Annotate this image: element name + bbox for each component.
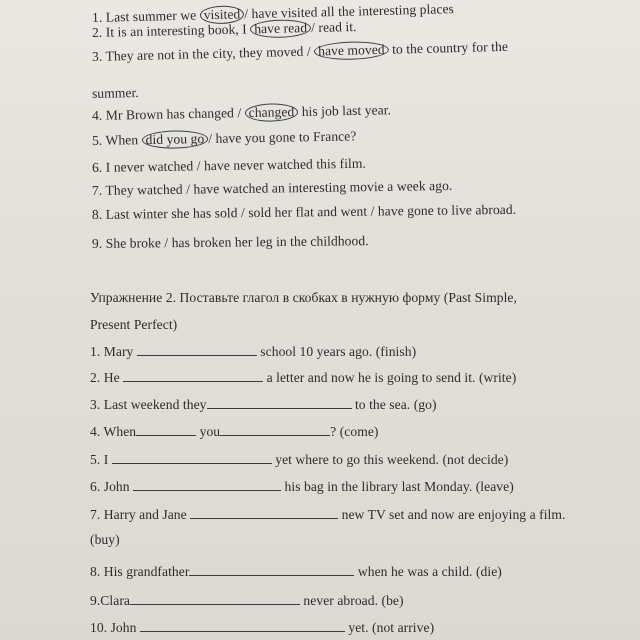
sentence-text: to the country for the	[388, 38, 509, 57]
sentence-text: 9. She broke / has broken her leg in the childhood.	[91, 233, 369, 251]
circled-answer: did you go	[141, 130, 208, 149]
sentence-text: ? (come)	[330, 424, 379, 439]
exercise-2-item-1	[90, 343, 416, 360]
answer-blank[interactable]	[189, 563, 354, 576]
sentence-text: his bag in the library last Monday. (leave)	[281, 479, 514, 494]
exercise-2-item-7	[90, 506, 565, 523]
sentence-text: 5. When	[91, 132, 142, 148]
exercise-2-item-3	[90, 396, 437, 413]
sentence-text: 4. Mr Brown has changed /	[91, 105, 245, 123]
sentence-text: when he was a child. (die)	[354, 564, 502, 579]
sentence-text: never abroad. (be)	[299, 593, 404, 608]
sentence-text: 10. John	[90, 620, 140, 635]
exercise-2-item-2	[90, 369, 516, 386]
answer-blank[interactable]	[207, 396, 352, 409]
sentence-text: / have visited all the interesting places	[244, 1, 455, 22]
exercise-2-item-5	[90, 451, 508, 468]
exercise-1-item-9	[92, 202, 516, 223]
sentence-text: 3. They are not in the city, they moved /	[91, 43, 315, 64]
circled-answer: changed	[245, 103, 299, 122]
sentence-text: 2. He	[90, 370, 124, 385]
sentence-text: 9.Clara	[90, 593, 130, 608]
sentence-text: 2. It is an interesting book, I	[91, 21, 251, 40]
answer-blank[interactable]	[123, 369, 263, 382]
sentence-text: school 10 years ago. (finish)	[256, 344, 417, 359]
answer-blank[interactable]	[137, 343, 257, 356]
sentence-text: / read it.	[310, 18, 357, 36]
sentence-text: / have you gone to France?	[208, 128, 357, 146]
sentence-text: 7. Harry and Jane	[90, 507, 191, 522]
sentence-text: yet where to go this weekend. (not decide)	[271, 452, 509, 467]
exercise-2-item-10	[90, 592, 404, 609]
exercise-2-heading-line-1: Упражнение 2. Поставьте глагол в скобках в нужную форму (Past Simple,	[90, 290, 517, 305]
sentence-text: 3. Last weekend they	[90, 397, 207, 412]
circled-answer: visited	[199, 5, 244, 24]
exercise-1-item-6	[92, 128, 357, 149]
sentence-text: a letter and now he is going to send it. (write)	[263, 370, 517, 385]
exercise-2-item-9	[90, 563, 502, 580]
exercise-1-item-7	[92, 156, 366, 176]
exercise-2-item-6	[90, 478, 514, 495]
sentence-text: new TV set and now are enjoying a film.	[338, 507, 566, 522]
sentence-text: to the sea. (go)	[351, 397, 437, 412]
exercise-1-item-4	[92, 85, 139, 102]
exercise-1-item-8	[92, 178, 453, 199]
sentence-text: 5. I	[90, 452, 112, 467]
sentence-text: his job last year.	[298, 102, 392, 120]
sentence-text: summer.	[91, 85, 139, 101]
sentence-text: yet. (not arrive)	[344, 620, 435, 635]
sentence-text: 1. Last summer we	[91, 7, 200, 25]
circled-answer: have moved	[314, 41, 389, 61]
answer-blank[interactable]	[220, 423, 330, 436]
circled-answer: have read	[250, 19, 311, 38]
sentence-text: 8. His grandfather	[90, 564, 190, 579]
sentence-text: 8. Last winter she has sold / sold her flat and went / have gone to live abroad.	[91, 201, 517, 222]
answer-blank[interactable]	[112, 451, 272, 464]
sentence-text: 6. I never watched / have never watched this film.	[91, 155, 366, 175]
sentence-text: 1. Mary	[90, 344, 137, 359]
sentence-text: you	[196, 424, 221, 439]
exercise-2-item-4	[90, 423, 378, 440]
answer-blank[interactable]	[190, 506, 338, 519]
exercise-2-item-11	[90, 619, 434, 636]
answer-blank[interactable]	[136, 423, 196, 436]
sentence-text: 6. John	[90, 479, 134, 494]
sentence-text: (buy)	[90, 532, 120, 547]
exercise-1-item-3	[92, 39, 508, 65]
answer-blank[interactable]	[133, 478, 281, 491]
exercise-1-item-10	[92, 233, 369, 252]
sentence-text: 7. They watched / have watched an interesting movie a week ago.	[91, 177, 453, 198]
exercise-2-heading-line-2: Present Perfect)	[90, 317, 178, 332]
answer-blank[interactable]	[130, 592, 300, 605]
exercise-1-item-5	[92, 102, 391, 124]
sentence-text: 4. When	[90, 424, 137, 439]
exercise-2-item-8	[90, 532, 120, 548]
answer-blank[interactable]	[140, 619, 345, 632]
